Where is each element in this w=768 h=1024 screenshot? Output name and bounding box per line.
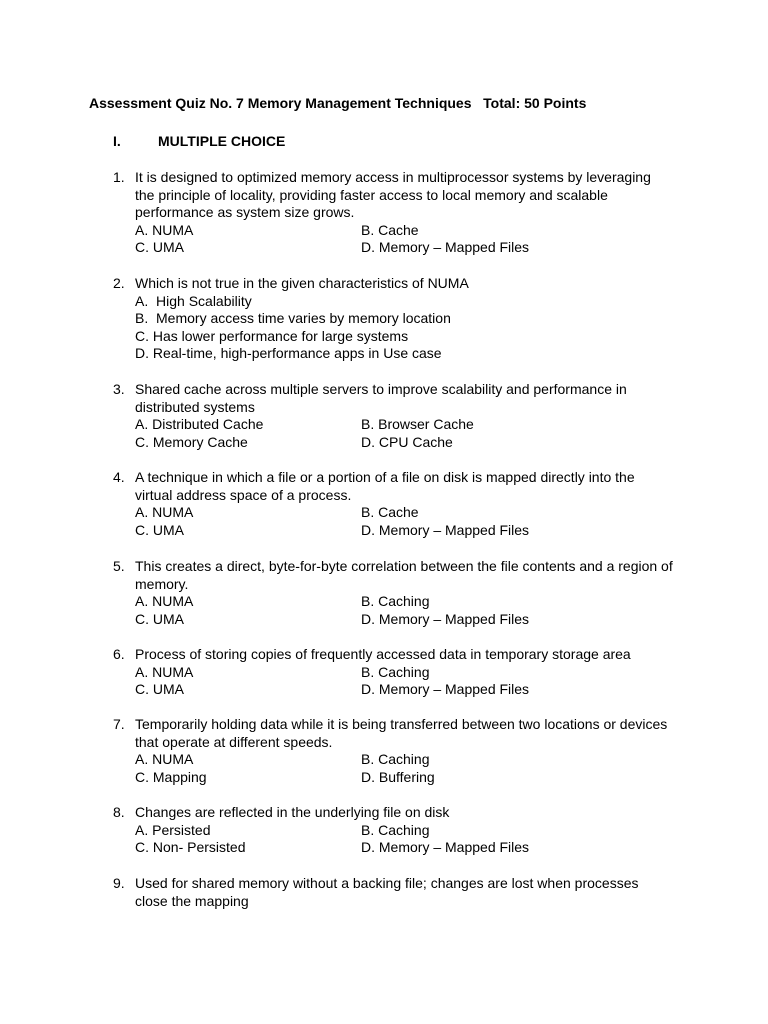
option-c: C. UMA: [135, 521, 184, 538]
question-text: Shared cache across multiple servers to improve scalability and performance in distributed systems: [135, 381, 627, 415]
option-c: C. Memory Cache: [135, 433, 248, 450]
option-b: B. Cache: [361, 504, 419, 521]
question-number: 3.: [113, 381, 125, 397]
option-b: B. Caching: [361, 593, 430, 610]
question-number: 1.: [113, 169, 125, 185]
question-7: [113, 716, 673, 786]
option-b: B. Caching: [361, 821, 430, 838]
question-number: 7.: [113, 716, 125, 732]
question-number: 9.: [113, 875, 125, 891]
question-text: Which is not true in the given characteristics of NUMA: [135, 275, 469, 291]
options: [135, 222, 673, 257]
option-a: A. NUMA: [135, 221, 194, 238]
options: [135, 504, 673, 539]
option-d: D. Memory – Mapped Files: [361, 681, 530, 698]
question-3: [113, 381, 673, 451]
question-number: 4.: [113, 469, 125, 485]
question-text: A technique in which a file or a portion of a file on disk is mapped directly into the virtual address space of a process.: [135, 469, 635, 503]
option-d: D. CPU Cache: [361, 433, 453, 450]
options: [135, 416, 673, 451]
option-d: D. Memory – Mapped Files: [361, 239, 530, 256]
question-number: 2.: [113, 275, 125, 291]
option-b: B. Caching: [361, 663, 430, 680]
question-8: [113, 804, 673, 857]
question-number: 6.: [113, 646, 125, 662]
quiz-title: Assessment Quiz No. 7 Memory Management Techniques Total: 50 Points: [89, 95, 587, 111]
option-a: A. NUMA: [135, 751, 194, 768]
question-number: 5.: [113, 558, 125, 574]
option-c: C. UMA: [135, 239, 184, 256]
options: [135, 751, 673, 786]
question-text: Process of storing copies of frequently accessed data in temporary storage area: [135, 646, 631, 662]
option-b: B. Memory access time varies by memory location: [135, 310, 451, 327]
question-6: [113, 646, 673, 699]
option-c: C. Has lower performance for large systems: [135, 327, 409, 344]
option-d: D. Memory – Mapped Files: [361, 839, 530, 856]
section-label: MULTIPLE CHOICE: [158, 133, 286, 149]
option-d: D. Buffering: [361, 768, 435, 785]
option-c: C. Non- Persisted: [135, 839, 246, 856]
option-b: B. Caching: [361, 751, 430, 768]
option-a: A. High Scalability: [135, 292, 252, 309]
options: [135, 664, 673, 699]
option-a: A. Persisted: [135, 821, 211, 838]
option-c: C. Mapping: [135, 768, 207, 785]
option-b: B. Cache: [361, 221, 419, 238]
options: [135, 822, 673, 857]
section-number: I.: [113, 133, 121, 149]
question-2: [113, 275, 673, 363]
question-4: [113, 469, 673, 539]
options: [135, 293, 673, 363]
question-5: [113, 558, 673, 628]
question-text: This creates a direct, byte-for-byte correlation between the file contents and a region of memory.: [135, 558, 673, 592]
option-d: D. Memory – Mapped Files: [361, 521, 530, 538]
option-a: A. Distributed Cache: [135, 416, 264, 433]
question-text: It is designed to optimized memory access in multiprocessor systems by leveraging the principle of locality, providing faster access to local memory and scalable performance as system size grows.: [135, 169, 651, 221]
option-c: C. UMA: [135, 681, 184, 698]
option-c: C. UMA: [135, 610, 184, 627]
question-1: [113, 169, 673, 257]
option-a: A. NUMA: [135, 593, 194, 610]
option-a: A. NUMA: [135, 663, 194, 680]
question-text: Temporarily holding data while it is being transferred between two locations or devices that operate at different speeds.: [135, 716, 668, 750]
options: [135, 593, 673, 628]
option-d: D. Memory – Mapped Files: [361, 610, 530, 627]
question-text: Used for shared memory without a backing file; changes are lost when processes close the mapping: [135, 875, 639, 909]
question-number: 8.: [113, 804, 125, 820]
question-9: [113, 875, 673, 910]
option-b: B. Browser Cache: [361, 416, 474, 433]
option-d: D. Real-time, high-performance apps in Use case: [135, 345, 442, 362]
option-a: A. NUMA: [135, 504, 194, 521]
question-text: Changes are reflected in the underlying file on disk: [135, 804, 450, 820]
